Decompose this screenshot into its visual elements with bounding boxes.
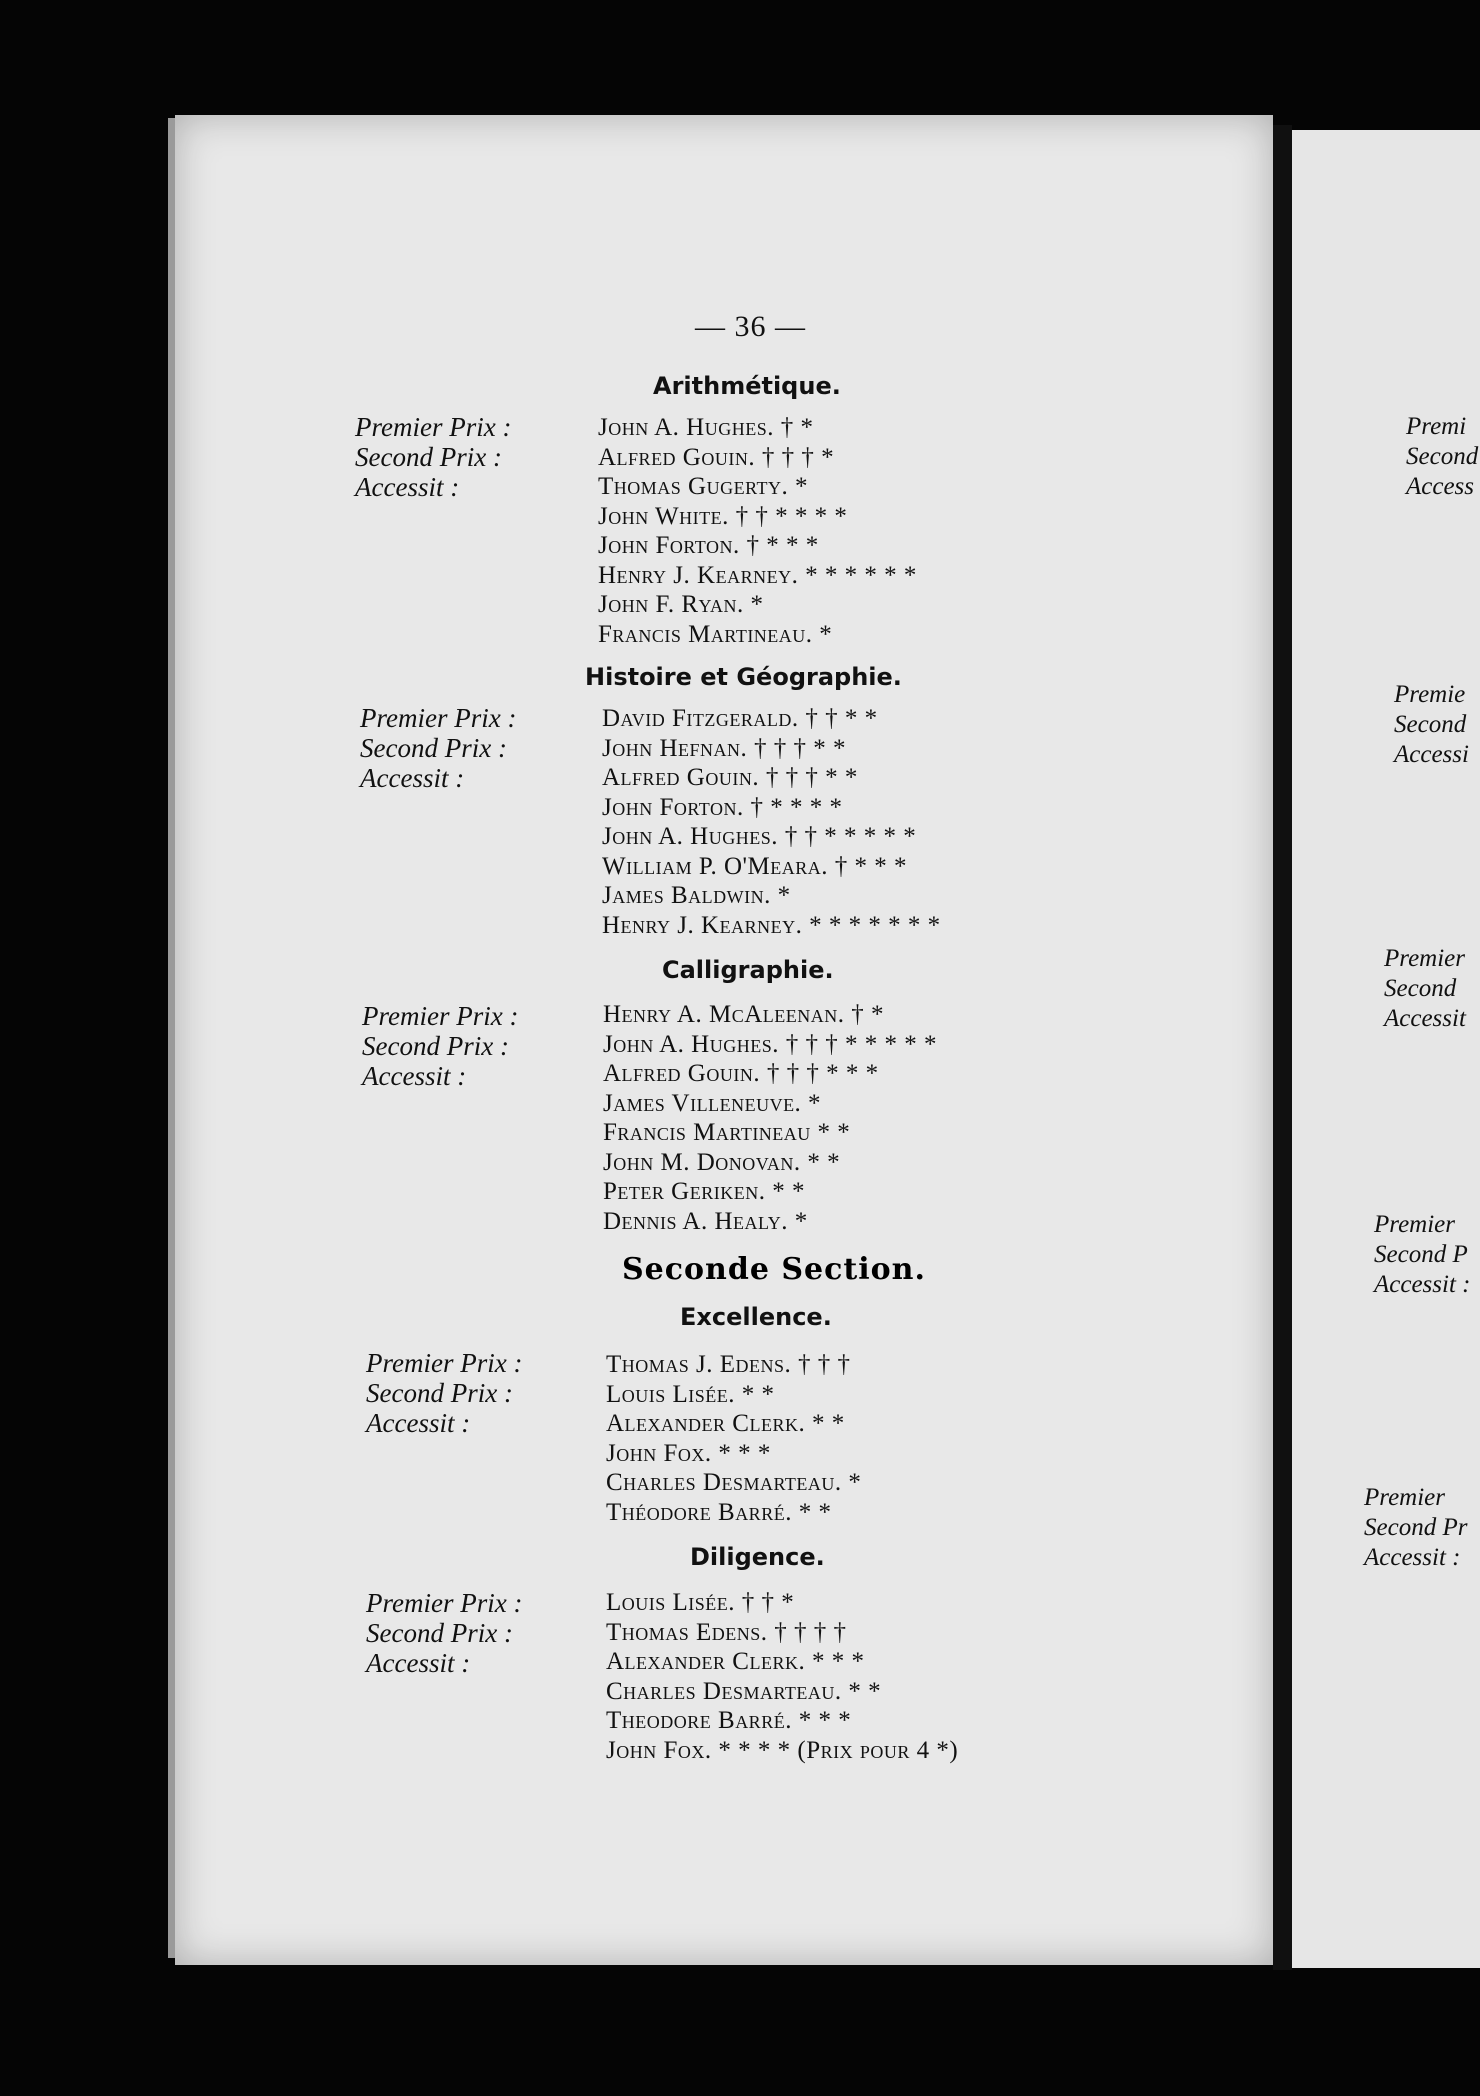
label-accessit: Accessit : (362, 1061, 467, 1091)
fragment-line: Accessi (1394, 741, 1469, 768)
label-premier-prix: Premier Prix : (362, 1001, 519, 1031)
fragment-line: Second (1394, 711, 1467, 738)
list-item: Louis Lisée. † † * (606, 1589, 795, 1616)
fragment-line: Premie (1394, 681, 1466, 708)
list-item: John A. Hughes. † † * * * * * (602, 823, 917, 850)
list-item: John Fox. * * * * (Prix pour 4 *) (606, 1736, 959, 1764)
section-title-arithmetique: Arithmétique. (653, 372, 841, 400)
label-second-prix: Second Prix : (366, 1378, 513, 1408)
list-item: Henry J. Kearney. * * * * * * * (602, 911, 941, 939)
entries-histoire (602, 704, 941, 940)
list-item: Alfred Gouin. † † † * * * (603, 1060, 879, 1087)
right-page-fragment (1364, 1483, 1467, 1573)
fragment-line: Premier (1374, 1211, 1455, 1238)
book-gutter (1273, 125, 1292, 1970)
right-page-fragment (1374, 1210, 1470, 1300)
list-item: Louis Lisée. * * (606, 1380, 775, 1408)
right-page (1292, 130, 1480, 1968)
list-item: Henry A. McAleenan. † * (603, 1001, 885, 1028)
label-second-prix: Second Prix : (366, 1618, 513, 1648)
label-accessit: Accessit : (355, 472, 460, 502)
entries-calligraphie (603, 1000, 937, 1236)
section-title-calligraphie: Calligraphie. (662, 956, 834, 984)
fragment-line: Premier (1384, 945, 1465, 972)
label-premier-prix: Premier Prix : (360, 703, 517, 733)
fragment-line: Premier (1364, 1484, 1445, 1511)
label-second-prix: Second Prix : (362, 1031, 509, 1061)
list-item: James Villeneuve. * (603, 1089, 822, 1117)
label-second-prix: Second Prix : (360, 733, 507, 763)
list-item: Charles Desmarteau. * (606, 1469, 862, 1496)
list-item: Théodore Barré. * * (606, 1498, 832, 1526)
list-item: Alfred Gouin. † † † * (598, 443, 835, 471)
list-item: John A. Hughes. † † † * * * * * (603, 1030, 937, 1058)
list-item: Francis Martineau * * (603, 1119, 851, 1146)
list-item: John M. Donovan. * * (603, 1148, 841, 1176)
list-item: Alexander Clerk. * * (606, 1410, 845, 1437)
list-item: Dennis A. Healy. * (603, 1207, 808, 1235)
list-item: Charles Desmarteau. * * (606, 1677, 882, 1705)
fragment-line: Second Pr (1364, 1514, 1468, 1541)
label-premier-prix: Premier Prix : (355, 412, 512, 442)
prize-labels (360, 703, 516, 793)
list-item: Alexander Clerk. * * * (606, 1648, 865, 1675)
entries-diligence (606, 1588, 958, 1765)
fragment-line: Second P (1374, 1241, 1468, 1268)
fragment-line: Second (1384, 975, 1457, 1002)
label-accessit: Accessit : (360, 763, 465, 793)
list-item: Peter Geriken. * * (603, 1178, 805, 1205)
fragment-line: Premi (1406, 413, 1467, 440)
list-item: John Forton. † * * * * (602, 793, 843, 821)
entries-arithmetique (598, 413, 917, 649)
section-title-excellence: Excellence. (680, 1303, 832, 1331)
right-page-fragment (1384, 944, 1466, 1034)
list-item: John F. Ryan. * (598, 591, 764, 618)
label-accessit: Accessit : (366, 1408, 471, 1438)
fragment-line: Accessit (1384, 1005, 1466, 1032)
list-item: William P. O'Meara. † * * * (602, 852, 907, 880)
section-title-histoire: Histoire et Géographie. (585, 663, 902, 691)
label-second-prix: Second Prix : (355, 442, 502, 472)
list-item: Alfred Gouin. † † † * * (602, 764, 858, 791)
list-item: Theodore Barré. * * * (606, 1707, 852, 1734)
fragment-line: Accessit : (1364, 1544, 1461, 1571)
list-item: Henry J. Kearney. * * * * * * (598, 561, 917, 589)
right-page-fragment (1406, 412, 1478, 502)
right-page-fragment (1394, 680, 1469, 770)
entries-excellence (606, 1350, 861, 1527)
fragment-line: Second (1406, 443, 1479, 470)
list-item: John Fox. * * * (606, 1439, 771, 1467)
list-item: John Hefnan. † † † * * (602, 734, 847, 762)
prize-labels (355, 412, 511, 502)
prize-labels (366, 1348, 522, 1438)
page-number: — 36 — (695, 310, 806, 343)
label-premier-prix: Premier Prix : (366, 1348, 523, 1378)
label-premier-prix: Premier Prix : (366, 1588, 523, 1618)
prize-labels (366, 1588, 522, 1678)
list-item: Thomas J. Edens. † † † (606, 1351, 851, 1378)
list-item: Thomas Edens. † † † † (606, 1618, 847, 1646)
second-section-heading: Seconde Section. (622, 1252, 926, 1287)
list-item: John White. † † * * * * (598, 502, 848, 530)
fragment-line: Accessit : (1374, 1271, 1471, 1298)
list-item: Thomas Gugerty. * (598, 473, 808, 500)
list-item: Francis Martineau. * (598, 620, 833, 648)
section-title-diligence: Diligence. (690, 1543, 825, 1571)
list-item: John Forton. † * * * (598, 532, 819, 559)
fragment-line: Access (1406, 473, 1475, 500)
label-accessit: Accessit : (366, 1648, 471, 1678)
prize-labels (362, 1001, 518, 1091)
list-item: John A. Hughes. † * (598, 414, 814, 441)
list-item: James Baldwin. * (602, 882, 791, 909)
list-item: David Fitzgerald. † † * * (602, 705, 878, 732)
